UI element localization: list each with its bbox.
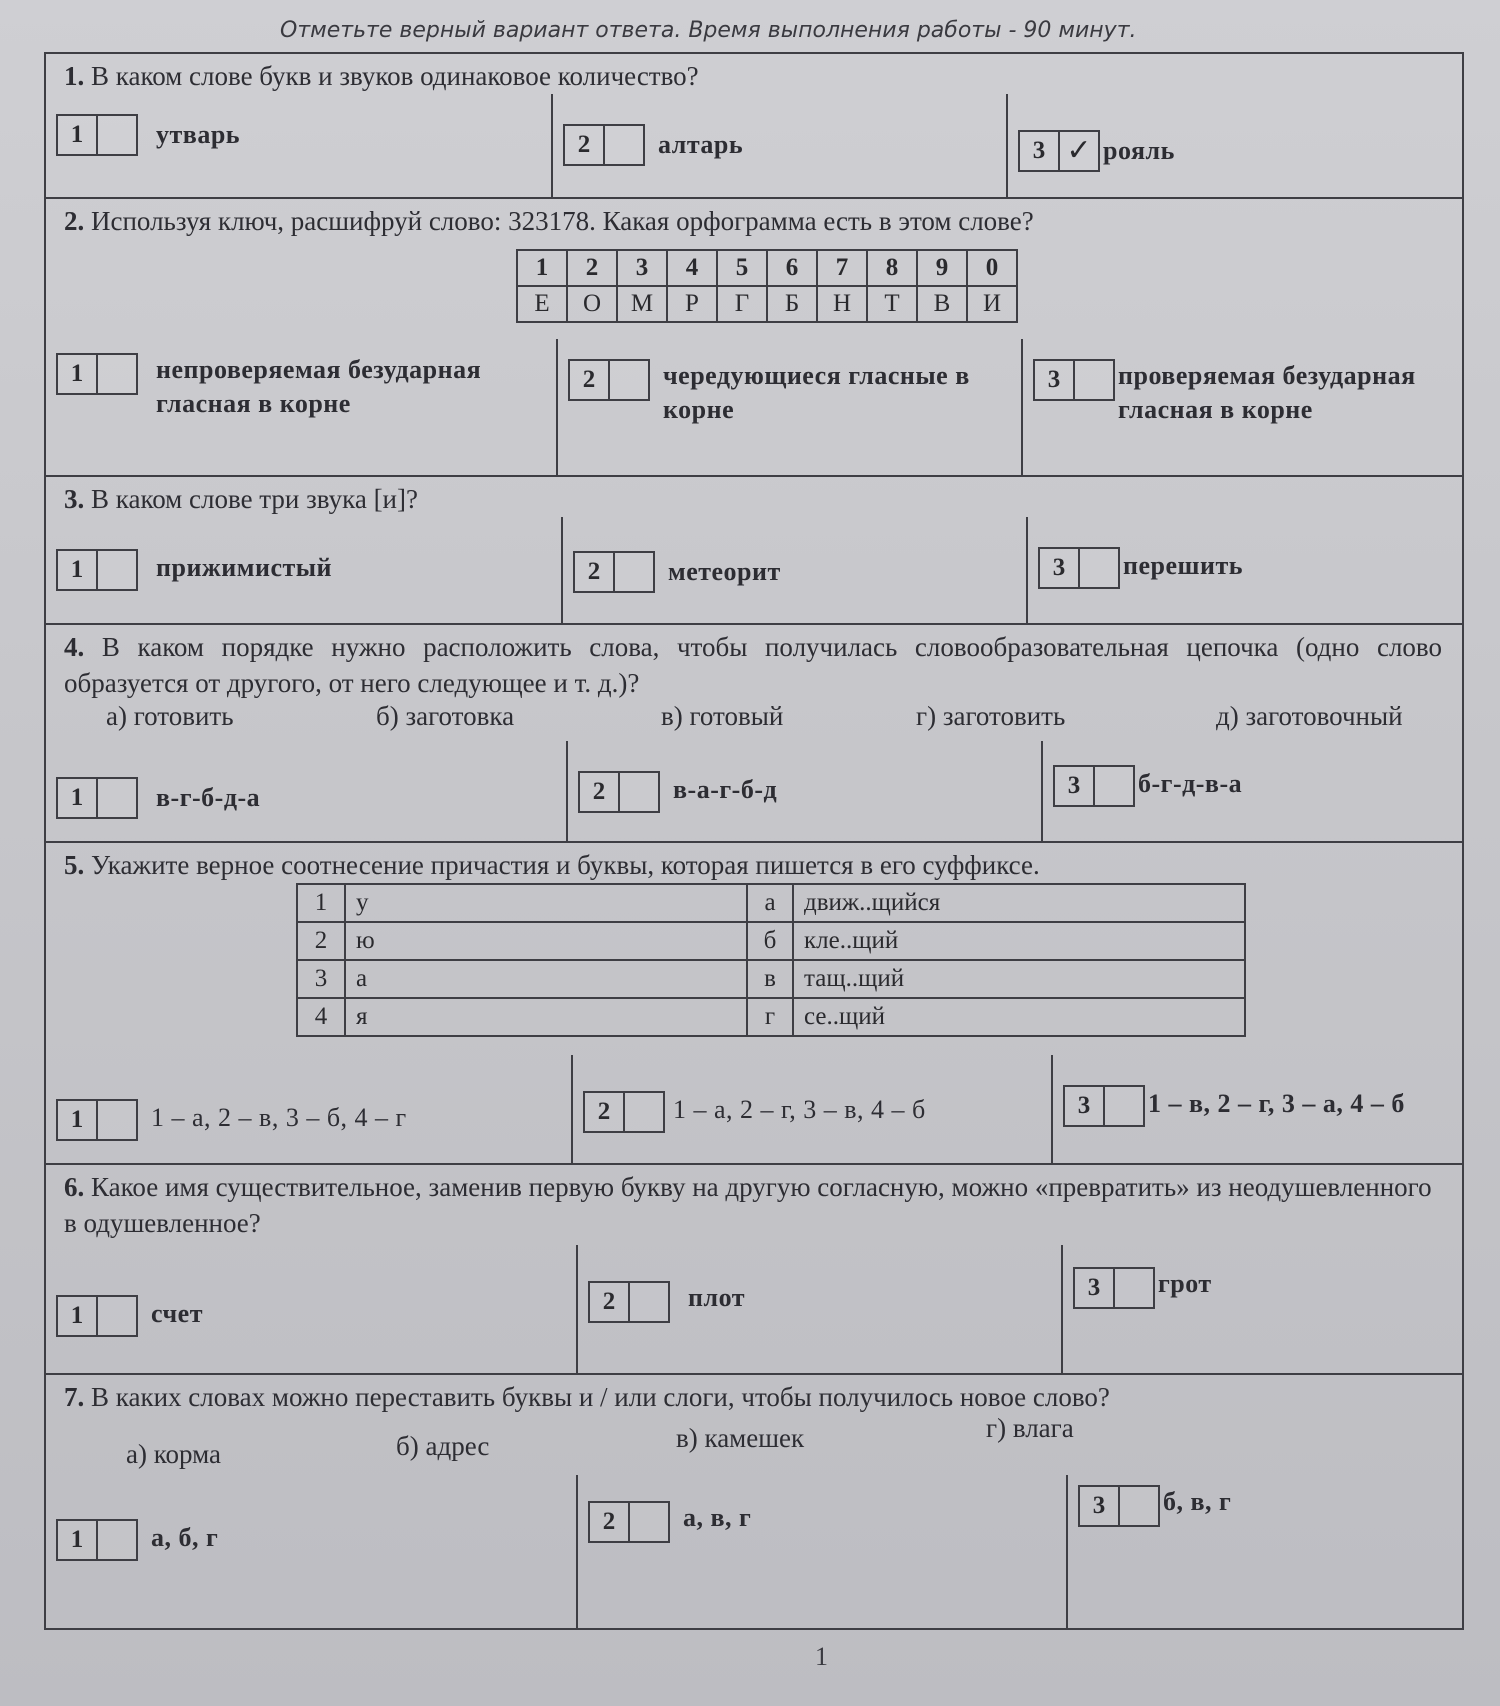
word-item: а) готовить (106, 701, 234, 731)
option-2[interactable] (576, 1475, 1061, 1628)
question-3 (46, 477, 1462, 625)
key-cell: Р (667, 286, 717, 322)
option-label: 1 – а, 2 – в, 3 – б, 4 – г (151, 1103, 407, 1132)
question-prompt: Какое имя существительное, заменив первую букву на другую согласную, можно «превратить» из неодушевленного в одушевленное? (64, 1172, 1432, 1238)
answer-checkbox[interactable] (98, 1521, 136, 1559)
answer-box[interactable] (588, 1501, 670, 1543)
answer-checkbox[interactable] (1105, 1087, 1143, 1125)
question-number: 2. (64, 206, 85, 236)
table-row (297, 884, 1245, 922)
answer-checkbox[interactable] (630, 1283, 668, 1321)
answer-box[interactable] (56, 353, 138, 395)
question-6 (46, 1165, 1462, 1375)
option-label: счет (151, 1299, 203, 1328)
answer-box[interactable] (56, 777, 138, 819)
option-label: б-г-д-в-а (1138, 769, 1243, 798)
question-prompt: В каком слове букв и звуков одинаковое количество? (91, 61, 699, 91)
option-label: перешить (1123, 551, 1243, 580)
answer-options (46, 1245, 1462, 1373)
answer-options (46, 1475, 1462, 1628)
option-1[interactable] (46, 1055, 566, 1163)
suffix-letter: а (345, 960, 747, 998)
option-label: б, в, г (1163, 1487, 1232, 1516)
option-number: 1 (58, 551, 98, 589)
key-cell: 2 (567, 250, 617, 286)
question-prompt: В каком порядке нужно расположить слова, чтобы получилась словообразовательная цепочка (одно слово образуется от другого, от него следующее и т. д.)? (64, 632, 1442, 698)
row-key: в (747, 960, 793, 998)
row-number: 1 (297, 884, 345, 922)
word-item: в) готовый (661, 701, 784, 731)
answer-box[interactable] (588, 1281, 670, 1323)
answer-options (46, 517, 1462, 623)
question-5-text (64, 847, 1442, 883)
answer-checkbox[interactable] (625, 1093, 663, 1131)
option-3[interactable] (1021, 339, 1462, 475)
option-label: 1 – в, 2 – г, 3 – а, 4 – б (1148, 1089, 1405, 1118)
option-1[interactable] (46, 1245, 571, 1373)
question-1-text (64, 58, 1442, 94)
option-2[interactable] (556, 339, 1016, 475)
option-label: плот (688, 1283, 745, 1312)
option-number: 2 (565, 126, 605, 164)
row-number: 4 (297, 998, 345, 1036)
option-number: 1 (58, 779, 98, 817)
answer-box[interactable] (573, 551, 655, 593)
option-number: 2 (570, 361, 610, 399)
option-number: 2 (590, 1503, 630, 1541)
table-row (297, 960, 1245, 998)
key-cell: В (917, 286, 967, 322)
question-2-text (64, 203, 1442, 239)
answer-box[interactable] (1018, 130, 1100, 172)
option-label: непроверяемая безударная гласная в корне (156, 355, 482, 418)
cipher-key-table (516, 249, 1018, 323)
participle-word: движ..щийся (793, 884, 1245, 922)
answer-box[interactable] (1063, 1085, 1145, 1127)
key-cell: М (617, 286, 667, 322)
word-item: а) корма (126, 1439, 221, 1469)
question-number: 5. (64, 850, 85, 880)
question-number: 1. (64, 61, 85, 91)
answer-checkbox[interactable] (98, 551, 136, 589)
option-2[interactable] (571, 1055, 1046, 1163)
answer-options (46, 1055, 1462, 1163)
answer-checkbox[interactable] (605, 126, 643, 164)
answer-checkbox[interactable] (1120, 1487, 1158, 1525)
option-number: 3 (1040, 549, 1080, 587)
table-row (297, 922, 1245, 960)
key-cell: Е (517, 286, 567, 322)
option-label: а, в, г (683, 1503, 752, 1532)
option-2[interactable] (576, 1245, 1056, 1373)
answer-checkbox[interactable] (610, 361, 648, 399)
suffix-letter: у (345, 884, 747, 922)
answer-checkbox[interactable] (98, 355, 136, 393)
option-number: 2 (580, 773, 620, 811)
suffix-letter: ю (345, 922, 747, 960)
option-3[interactable] (1066, 1475, 1462, 1628)
key-digits-row (517, 250, 1017, 286)
option-2[interactable] (551, 94, 1001, 197)
question-4-text (64, 629, 1442, 701)
question-number: 7. (64, 1382, 85, 1412)
answer-checkbox[interactable] (98, 1101, 136, 1139)
option-number: 1 (58, 1101, 98, 1139)
checkmark-icon[interactable]: ✓ (1066, 134, 1092, 167)
word-item: б) заготовка (376, 701, 515, 731)
answer-box[interactable] (1033, 359, 1115, 401)
key-cell: Т (867, 286, 917, 322)
option-1[interactable] (46, 94, 546, 197)
option-3[interactable] (1006, 94, 1462, 197)
key-cell: Г (717, 286, 767, 322)
option-3[interactable] (1051, 1055, 1462, 1163)
answer-box[interactable] (1073, 1267, 1155, 1309)
answer-checkbox[interactable] (98, 1297, 136, 1335)
key-cell: И (967, 286, 1017, 322)
word-item: г) влага (986, 1413, 1074, 1443)
answer-options (46, 339, 1462, 475)
option-label: 1 – а, 2 – г, 3 – в, 4 – б (673, 1095, 926, 1124)
answer-box[interactable] (563, 124, 645, 166)
question-1 (46, 54, 1462, 199)
option-number: 1 (58, 1297, 98, 1335)
key-cell: 4 (667, 250, 717, 286)
option-1[interactable] (46, 741, 561, 841)
key-cell: 0 (967, 250, 1017, 286)
suffix-letter: я (345, 998, 747, 1036)
option-1[interactable] (46, 517, 556, 623)
question-7 (46, 1375, 1462, 1628)
answer-box[interactable] (56, 549, 138, 591)
question-number: 4. (64, 632, 85, 662)
key-letters-row (517, 286, 1017, 322)
question-3-text (64, 481, 1442, 517)
word-item: д) заготовочный (1216, 701, 1403, 731)
answer-checkbox[interactable] (98, 116, 136, 154)
test-frame (44, 52, 1464, 1630)
option-number: 2 (575, 553, 615, 591)
key-cell: 6 (767, 250, 817, 286)
option-label: рояль (1103, 136, 1175, 165)
answer-box[interactable] (56, 1519, 138, 1561)
answer-box[interactable] (1038, 547, 1120, 589)
answer-box[interactable] (56, 114, 138, 156)
key-cell: 1 (517, 250, 567, 286)
matching-table (296, 883, 1246, 1037)
word-item: в) камешек (676, 1423, 805, 1453)
option-number: 2 (585, 1093, 625, 1131)
answer-box[interactable] (583, 1091, 665, 1133)
key-cell: 7 (817, 250, 867, 286)
option-3[interactable] (1041, 741, 1462, 841)
option-label: в-г-б-д-а (156, 783, 261, 812)
key-cell: 5 (717, 250, 767, 286)
option-number: 3 (1075, 1269, 1115, 1307)
option-1[interactable] (46, 1475, 571, 1628)
question-4 (46, 625, 1462, 843)
question-number: 6. (64, 1172, 85, 1202)
answer-options (46, 94, 1462, 197)
option-2[interactable] (561, 517, 1021, 623)
key-cell: О (567, 286, 617, 322)
question-prompt: В каком слове три звука [и]? (91, 484, 418, 514)
word-item: г) заготовить (916, 701, 1066, 731)
answer-checkbox[interactable] (620, 773, 658, 811)
option-number: 3 (1080, 1487, 1120, 1525)
table-row (297, 998, 1245, 1036)
row-key: г (747, 998, 793, 1036)
option-number: 3 (1055, 767, 1095, 805)
option-number: 1 (58, 1521, 98, 1559)
answer-box[interactable] (56, 1295, 138, 1337)
option-number: 3 (1020, 132, 1060, 170)
row-number: 2 (297, 922, 345, 960)
question-2 (46, 199, 1462, 477)
answer-checkbox[interactable] (630, 1503, 668, 1541)
key-cell: 9 (917, 250, 967, 286)
option-number: 1 (58, 355, 98, 393)
answer-checkbox[interactable] (1115, 1269, 1153, 1307)
option-2[interactable] (566, 741, 1036, 841)
word-item: б) адрес (396, 1431, 490, 1461)
option-number: 1 (58, 116, 98, 154)
option-3[interactable] (1026, 517, 1462, 623)
page-number: 1 (815, 1642, 828, 1671)
participle-word: се..щий (793, 998, 1245, 1036)
answer-checkbox[interactable] (615, 553, 653, 591)
answer-checkbox[interactable] (1095, 767, 1133, 805)
option-number: 2 (590, 1283, 630, 1321)
answer-box[interactable] (56, 1099, 138, 1141)
answer-box[interactable] (1053, 765, 1135, 807)
option-label: проверяемая безударная гласная в корне (1118, 361, 1416, 424)
option-label: алтарь (658, 130, 744, 159)
answer-box[interactable] (1078, 1485, 1160, 1527)
key-cell: Б (767, 286, 817, 322)
key-cell: Н (817, 286, 867, 322)
answer-checkbox[interactable] (1080, 549, 1118, 587)
row-key: а (747, 884, 793, 922)
instructions-header: Отметьте верный вариант ответа. Время выполнения работы - 90 минут. (280, 18, 1137, 43)
question-6-text (64, 1169, 1442, 1241)
question-prompt: В каких словах можно переставить буквы и / или слоги, чтобы получилось новое слово? (91, 1382, 1110, 1412)
participle-word: кле..щий (793, 922, 1245, 960)
option-1[interactable] (46, 339, 551, 475)
option-3[interactable] (1061, 1245, 1462, 1373)
option-number: 3 (1065, 1087, 1105, 1125)
question-5 (46, 843, 1462, 1165)
option-label: утварь (156, 120, 241, 149)
option-label: метеорит (668, 557, 781, 586)
answer-box[interactable] (578, 771, 660, 813)
option-label: в-а-г-б-д (673, 775, 778, 804)
option-label: а, б, г (151, 1523, 219, 1552)
question-7-text (64, 1379, 1442, 1415)
option-label: грот (1158, 1269, 1212, 1298)
answer-options (46, 741, 1462, 841)
question-number: 3. (64, 484, 85, 514)
row-key: б (747, 922, 793, 960)
key-cell: 3 (617, 250, 667, 286)
participle-word: тащ..щий (793, 960, 1245, 998)
key-cell: 8 (867, 250, 917, 286)
question-prompt: Укажите верное соотнесение причастия и буквы, которая пишется в его суффиксе. (91, 850, 1040, 880)
option-label: прижимистый (156, 553, 333, 582)
answer-checkbox[interactable] (98, 779, 136, 817)
answer-box[interactable] (568, 359, 650, 401)
row-number: 3 (297, 960, 345, 998)
question-prompt: Используя ключ, расшифруй слово: 323178. Какая орфограмма есть в этом слове? (91, 206, 1034, 236)
option-number: 3 (1035, 361, 1075, 399)
option-label: чередующиеся гласные в корне (663, 361, 970, 424)
answer-checkbox[interactable] (1075, 361, 1113, 399)
